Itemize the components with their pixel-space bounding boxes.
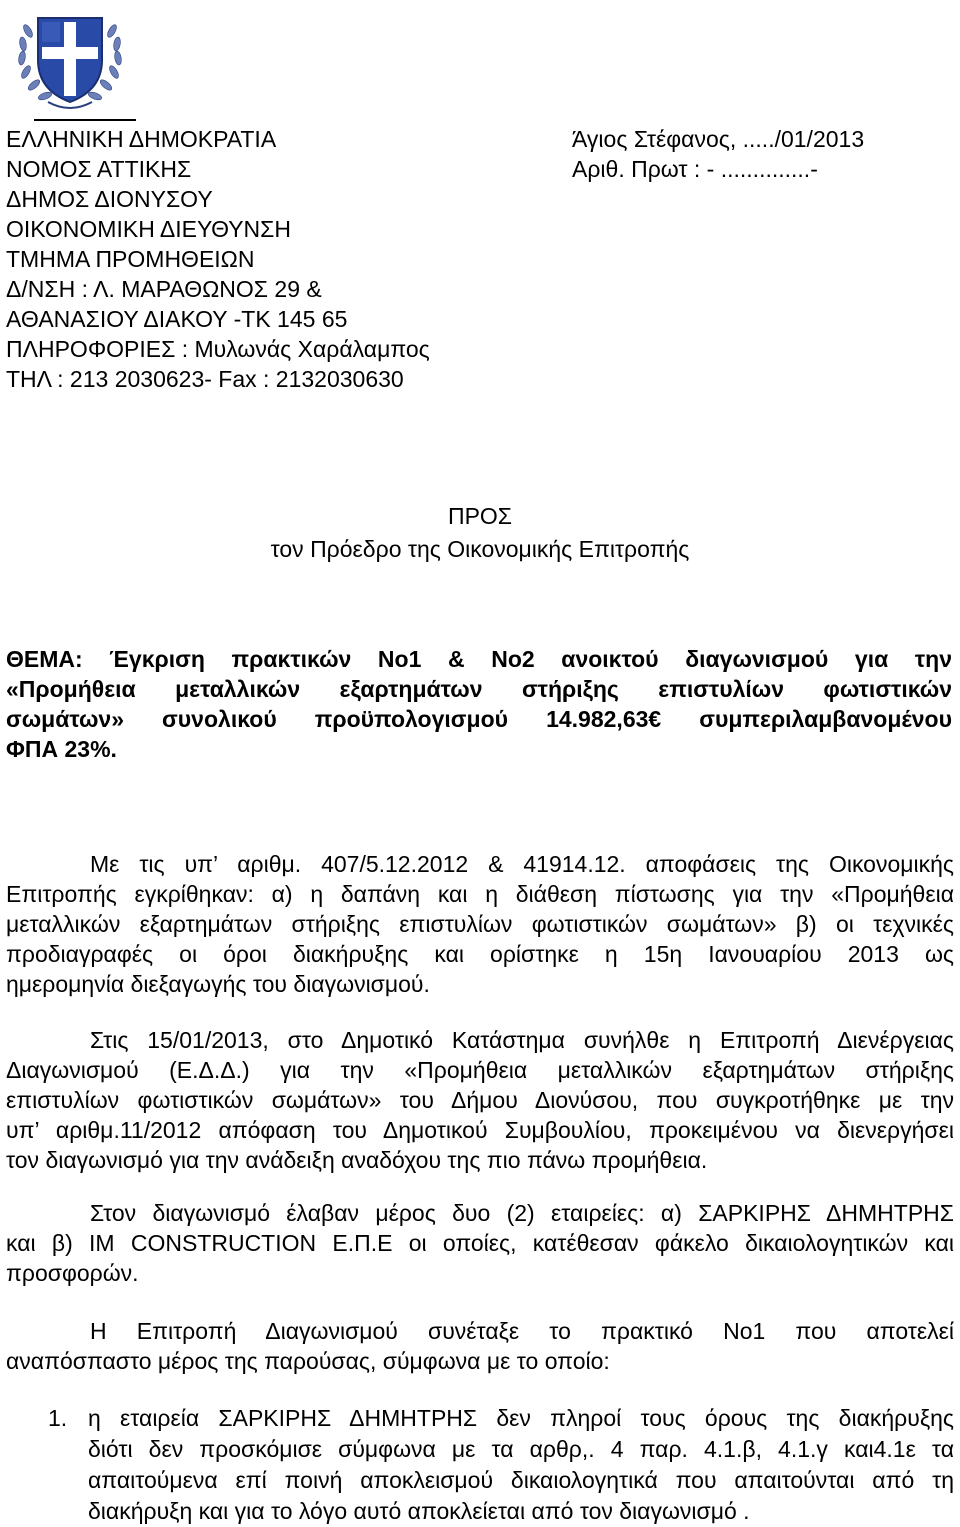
place-date: Άγιος Στέφανος, ...../01/2013 (572, 126, 865, 152)
paragraph-line: Στον διαγωνισμό έλαβαν μέρος δυο (2) εταιρείες: α) ΣΑΡΚΙΡΗΣ ΔΗΜΗΤΡΗΣ (90, 1200, 954, 1226)
paragraph-line: Με τις υπ’ αριθμ. 407/5.12.2012 & 41914.12. αποφάσεις της Οικονομικής (90, 851, 954, 877)
paragraph-line: τον διαγωνισμό για την ανάδειξη αναδόχου της πιο πάνω προμήθεια. (6, 1147, 708, 1173)
protocol-number: Αριθ. Πρωτ : - ..............- (572, 156, 818, 182)
list-item-body (88, 1403, 954, 1527)
issuer-line: ΤΜΗΜΑ ΠΡΟΜΗΘΕΙΩΝ (6, 246, 255, 272)
date-protocol-block (572, 124, 864, 184)
subject-line: ΘΕΜΑ: Έγκριση πρακτικών Νο1 & Νο2 ανοικτού διαγωνισμού για την (6, 646, 952, 672)
list-item-line: διακήρυξη και για το λόγο αυτό αποκλείεται από τον διαγωνισμό . (88, 1498, 750, 1524)
subject-line: ΦΠΑ 23%. (6, 736, 117, 762)
emblem-underline (34, 119, 136, 121)
body-paragraph-2 (6, 1025, 954, 1175)
paragraph-line: ημερομηνία διεξαγωγής του διαγωνισμού. (6, 971, 430, 997)
list-item-line: η εταιρεία ΣΑΡΚΙΡΗΣ ΔΗΜΗΤΡΗΣ δεν πληροί τους όρους της διακήρυξης (88, 1405, 954, 1431)
greek-state-emblem-icon (8, 2, 132, 116)
subject-block (6, 644, 952, 764)
issuer-line: ΤΗΛ : 213 2030623- Fax : 2132030630 (6, 366, 404, 392)
recipient-to: ΠΡΟΣ (447, 503, 513, 529)
paragraph-line: Διαγωνισμού (Ε.Δ.Δ.) για την «Προμήθεια μεταλλικών εξαρτημάτων στήριξης (6, 1057, 954, 1083)
issuer-line: ΟΙΚΟΝΟΜΙΚΗ ΔΙΕΥΘΥΝΣΗ (6, 216, 291, 242)
list-item-number: 1. (48, 1405, 68, 1431)
list-item-line: διότι δεν προσκόμισε σύμφωνα με τα αρθρ,. 4 παρ. 4.1.β, 4.1.γ και4.1ε τα (88, 1436, 954, 1462)
issuer-line: Δ/ΝΣΗ : Λ. ΜΑΡΑΘΩΝΟΣ 29 & (6, 276, 322, 302)
issuer-line: ΝΟΜΟΣ ΑΤΤΙΚΗΣ (6, 156, 192, 182)
subject-line: σωμάτων» συνολικού προϋπολογισμού 14.982,63€ συμπεριλαμβανομένου (6, 706, 952, 732)
paragraph-line: Επιτροπής εγκρίθηκαν: α) η δαπάνη και η διάθεση πίστωσης για την «Προμήθεια (6, 881, 954, 907)
issuer-line: ΑΘΑΝΑΣΙΟΥ ΔΙΑΚΟΥ -ΤΚ 145 65 (6, 306, 348, 332)
subject-line: «Προμήθεια μεταλλικών εξαρτημάτων στήριξης επιστυλίων φωτιστικών (6, 676, 952, 702)
issuer-line: ΠΛΗΡΟΦΟΡΙΕΣ : Μυλωνάς Χαράλαμπος (6, 336, 430, 362)
paragraph-line: επιστυλίων φωτιστικών σωμάτων» του Δήμου Διονύσου, που συγκροτήθηκε με την (6, 1087, 954, 1113)
paragraph-line: αναπόσπαστο μέρος της παρούσας, σύμφωνα με το οποίο: (6, 1348, 610, 1374)
recipient-name: τον Πρόεδρο της Οικονομικής Επιτροπής (270, 536, 690, 562)
paragraph-line: προδιαγραφές οι όροι διακήρυξης και ορίστηκε η 15η Ιανουαρίου 2013 ως (6, 941, 954, 967)
issuer-line: ΕΛΛΗΝΙΚΗ ΔΗΜΟΚΡΑΤΙΑ (6, 126, 277, 152)
paragraph-line: προσφορών. (6, 1260, 139, 1286)
body-paragraph-1 (6, 849, 954, 999)
paragraph-line: μεταλλικών εξαρτημάτων στήριξης επιστυλίων φωτιστικών σωμάτων» β) οι τεχνικές (6, 911, 954, 937)
list-item-line: απαιτούμενα επί ποινή αποκλεισμού δικαιολογητικά που απαιτούνται από τη (88, 1467, 954, 1493)
issuer-line: ΔΗΜΟΣ ΔΙΟΝΥΣΟΥ (6, 186, 213, 212)
paragraph-line: Η Επιτροπή Διαγωνισμού συνέταξε το πρακτικό Νο1 που αποτελεί (90, 1318, 954, 1344)
recipient-block (0, 500, 960, 566)
body-paragraph-3 (6, 1198, 954, 1288)
issuer-block (6, 124, 430, 394)
body-paragraph-4 (6, 1316, 954, 1376)
paragraph-line: και β) IM CONSTRUCTION Ε.Π.Ε οι οποίες, κατέθεσαν φάκελο δικαιολογητικών και (6, 1230, 954, 1256)
paragraph-line: υπ’ αριθμ.11/2012 απόφαση του Δημοτικού Συμβουλίου, προκειμένου να διενεργήσει (6, 1117, 954, 1143)
paragraph-line: Στις 15/01/2013, στο Δημοτικό Κατάστημα συνήλθε η Επιτροπή Διενέργειας (90, 1027, 954, 1053)
